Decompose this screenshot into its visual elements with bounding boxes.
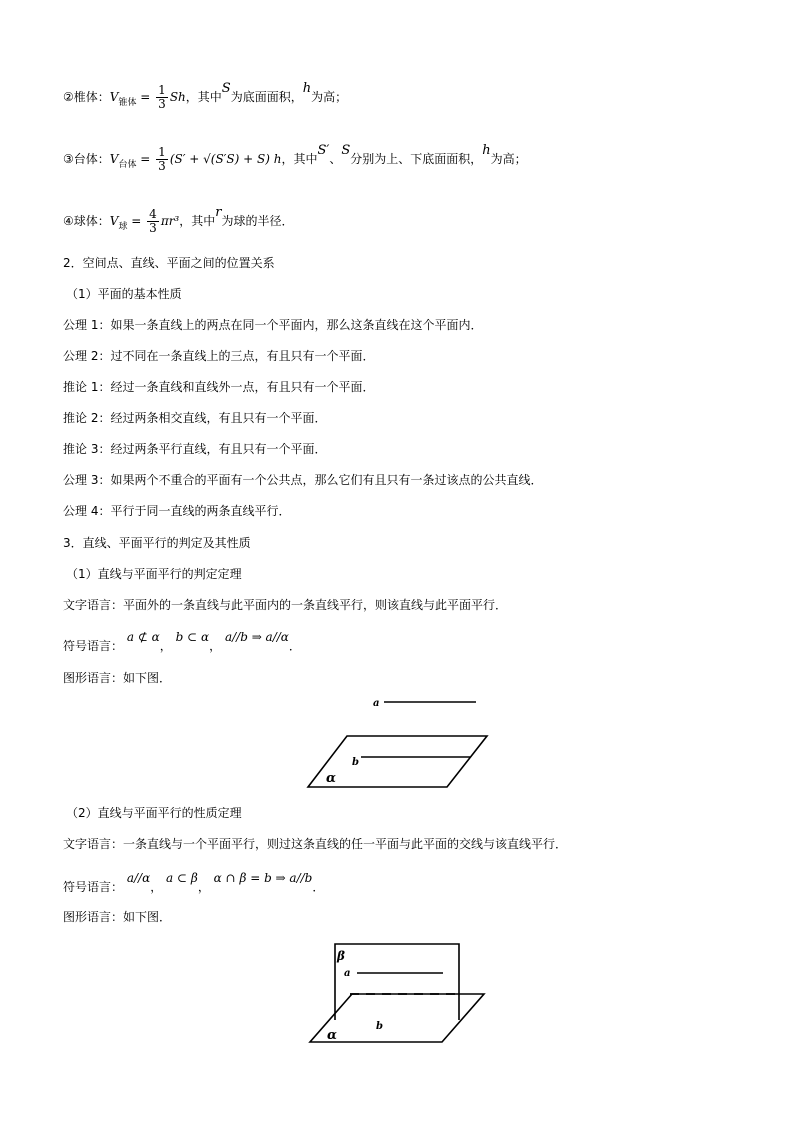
line-a-label: a — [373, 698, 380, 709]
volume-subscript: 球 — [118, 222, 128, 232]
frustum-label: ③台体： — [63, 152, 110, 166]
var-s: S — [221, 81, 231, 96]
equals-sign: = — [140, 152, 151, 166]
formula-expression: (S′ + √(S′S) + S) h — [169, 152, 282, 166]
volume-subscript: 锥体 — [118, 98, 137, 108]
line-a-label: a — [344, 968, 351, 979]
volume-subscript: 台体 — [118, 160, 137, 170]
judge-figure-language: 图形语言：如下图． — [63, 671, 172, 685]
sphere-volume-formula: ④球体：$V_球$ = $\frac{4}{3}$ πr³，其中r为球的半径． — [63, 205, 294, 235]
axiom-2: 公理 2：过不同在一条直线上的三点，有且只有一个平面． — [63, 349, 375, 363]
equals-sign: = — [131, 214, 142, 228]
axiom-4: 公理 4：平行于同一直线的两条直线平行． — [63, 504, 291, 518]
plane-alpha-label: α — [326, 771, 337, 786]
volume-symbol: V — [109, 214, 119, 228]
symbol-label: 符号语言： — [63, 639, 124, 653]
section-2-subtitle: （1）平面的基本性质 — [66, 287, 182, 301]
corollary-1: 推论 1：经过一条直线和直线外一点，有且只有一个平面． — [63, 380, 375, 394]
cone-label: ②椎体： — [63, 90, 110, 104]
property-symbol-language: 符号语言： a//α， a ⊂ β， α ∩ β = b ⇒ a//b． — [63, 871, 325, 894]
plane-beta — [335, 944, 459, 1020]
volume-symbol: V — [109, 90, 119, 104]
property-theorem-figure — [300, 936, 490, 1048]
equals-sign: = — [140, 90, 151, 104]
fraction: $\frac{1}{3}$ — [158, 145, 166, 173]
var-h: h — [302, 81, 312, 96]
property-theorem-subtitle: （2）直线与平面平行的性质定理 — [66, 806, 242, 820]
plane-alpha-label: α — [327, 1028, 338, 1043]
frustum-volume-formula: ③台体：$V_{台体}$ = $\frac{1}{3}$ (S′ + √(S′S) + S) h，其中S′、S分别为上、下底面面积，h为高； — [63, 143, 527, 173]
symbol-label: 符号语言： — [63, 880, 124, 894]
formula-expression: Sh — [169, 90, 186, 104]
symbol-part: a ⊄ α — [126, 630, 160, 644]
section-3-title: 3．直线、平面平行的判定及其性质 — [63, 536, 251, 550]
judge-symbol-language: 符号语言： a ⊄ α， b ⊂ α， a//b ⇒ a//α． — [63, 630, 301, 653]
judge-text-language: 文字语言：平面外的一条直线与此平面内的一条直线平行，则该直线与此平面平行． — [63, 598, 508, 612]
var-h: h — [482, 143, 491, 158]
property-figure-language: 图形语言：如下图． — [63, 910, 172, 924]
symbol-part: a//α — [126, 871, 151, 885]
sphere-label: ④球体： — [63, 214, 110, 228]
axiom-1: 公理 1：如果一条直线上的两点在同一个平面内，那么这条直线在这个平面内． — [63, 318, 483, 332]
formula-expression: πr³ — [160, 214, 180, 228]
var-s-prime: S′ — [317, 143, 330, 158]
property-text-language: 文字语言：一条直线与一个平面平行，则过这条直线的任一平面与此平面的交线与该直线平行． — [63, 837, 568, 851]
symbol-part: b ⊂ α — [175, 630, 210, 644]
judge-theorem-figure — [300, 690, 500, 792]
corollary-3: 推论 3：经过两条平行直线，有且只有一个平面． — [63, 442, 327, 456]
symbol-part: α ∩ β = b ⇒ a//b — [213, 871, 313, 885]
corollary-2: 推论 2：经过两条相交直线，有且只有一个平面． — [63, 411, 327, 425]
fraction: $\frac{1}{3}$ — [158, 83, 166, 111]
judge-theorem-subtitle: （1）直线与平面平行的判定定理 — [66, 567, 242, 581]
axiom-3: 公理 3：如果两个不重合的平面有一个公共点，那么它们有且只有一条过该点的公共直线． — [63, 473, 543, 487]
var-r: r — [215, 205, 222, 220]
plane-beta-label: β — [337, 949, 345, 963]
section-2-title: 2．空间点、直线、平面之间的位置关系 — [63, 256, 275, 270]
fraction: $\frac{4}{3}$ — [149, 207, 157, 235]
line-b-label: b — [352, 757, 359, 768]
symbol-part: a ⊂ β — [166, 871, 198, 885]
cone-volume-formula: ②椎体：$V_{锥体}$ = $\frac{1}{3}$ Sh，其中S为底面面积，h为高； — [63, 81, 348, 111]
line-b-label: b — [376, 1021, 383, 1032]
symbol-part: a//b ⇒ a//α — [224, 630, 289, 644]
volume-symbol: V — [109, 152, 119, 166]
var-s: S — [341, 143, 351, 158]
